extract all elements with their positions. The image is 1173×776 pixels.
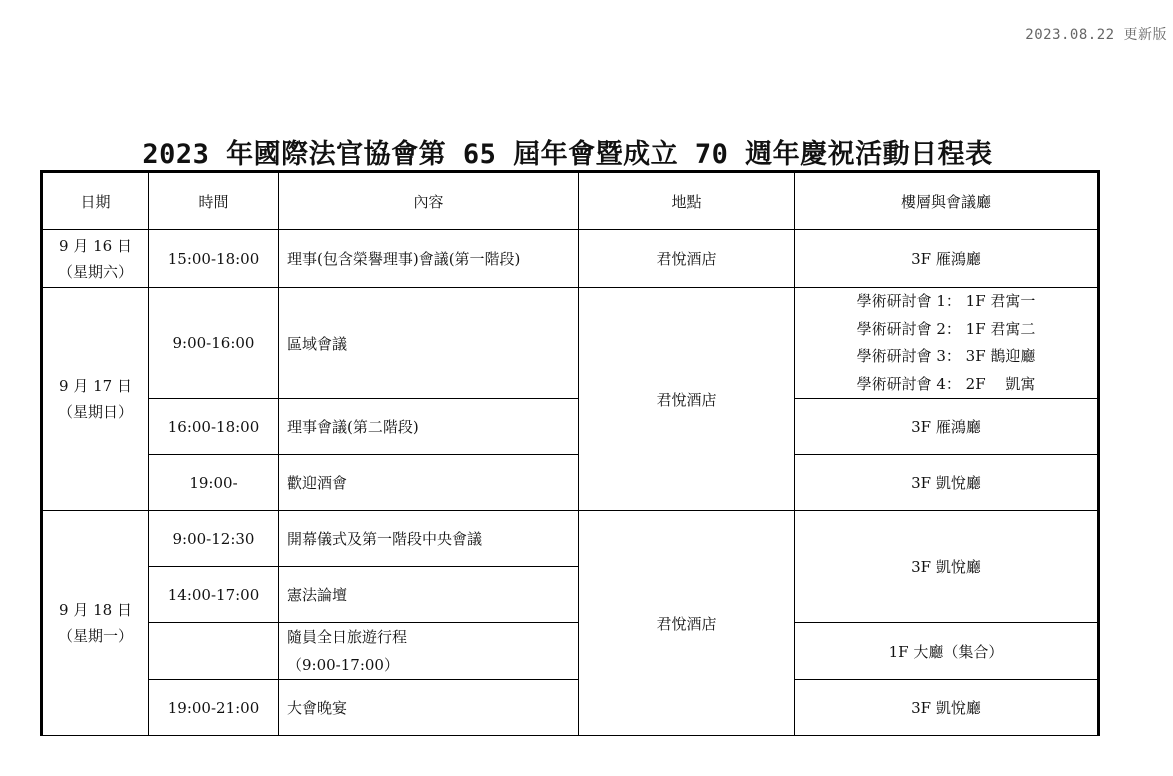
floor-cell-merged: 3F 凱悅廳: [795, 511, 1099, 623]
floor-cell: 3F 雁鴻廳: [795, 230, 1099, 288]
venue-cell: 君悅酒店: [579, 511, 795, 736]
time-cell: 15:00-18:00: [149, 230, 279, 288]
content-cell: 區域會議: [279, 288, 579, 399]
date-cell-day3: [42, 511, 149, 736]
content-cell: 理事會議(第二階段): [279, 399, 579, 455]
schedule-table: [40, 170, 1100, 736]
time-cell: 9:00-16:00: [149, 288, 279, 399]
table-row: [42, 511, 1099, 567]
table-row: [42, 455, 1099, 511]
content-sub: （9:00-17:00）: [287, 656, 399, 674]
header-row: [42, 172, 1099, 230]
time-cell: 14:00-17:00: [149, 567, 279, 623]
time-cell-empty: [149, 623, 279, 680]
table-row: [42, 230, 1099, 288]
content-cell: 開幕儀式及第一階段中央會議: [279, 511, 579, 567]
date-label: 9 月 16 日: [59, 236, 132, 255]
content-cell: 理事(包含榮譽理事)會議(第一階段): [279, 230, 579, 288]
header-content: 內容: [279, 172, 579, 230]
version-note: 2023.08.22 更新版: [1025, 27, 1167, 43]
table-row: [42, 399, 1099, 455]
content-main: 隨員全日旅遊行程: [287, 628, 408, 646]
time-cell: 16:00-18:00: [149, 399, 279, 455]
content-cell: 歡迎酒會: [279, 455, 579, 511]
seminar-room-item: 學術研討會 4： 2F 凱寓: [856, 374, 1036, 393]
seminar-room-list: [857, 288, 1036, 398]
header-floor: 樓層與會議廳: [795, 172, 1099, 230]
table-row: [42, 288, 1099, 399]
header-date: 日期: [42, 172, 149, 230]
date-cell-day2: [42, 288, 149, 511]
table-row: [42, 623, 1099, 680]
date-label: 9 月 17 日: [59, 377, 132, 395]
time-cell: 9:00-12:30: [149, 511, 279, 567]
floor-cell-seminars: [795, 288, 1099, 399]
floor-cell: 3F 凱悅廳: [795, 455, 1099, 511]
time-cell: 19:00-: [149, 455, 279, 511]
page-title: 2023 年國際法官協會第 65 屆年會暨成立 70 週年慶祝活動日程表: [142, 139, 993, 170]
header-venue: 地點: [579, 172, 795, 230]
floor-cell: 3F 凱悅廳: [795, 680, 1099, 736]
weekday-label: （星期日）: [57, 403, 133, 421]
time-cell: 19:00-21:00: [149, 680, 279, 736]
seminar-room-item: 學術研討會 1： 1F 君寓一: [856, 292, 1036, 310]
content-cell: [279, 623, 579, 680]
weekday-label: （星期六）: [57, 262, 133, 281]
date-cell-day1: [42, 230, 149, 288]
header-time: 時間: [149, 172, 279, 230]
venue-cell: 君悅酒店: [579, 230, 795, 288]
content-cell: 大會晚宴: [279, 680, 579, 736]
floor-cell: 3F 雁鴻廳: [795, 399, 1099, 455]
venue-cell: 君悅酒店: [579, 288, 795, 511]
table-row: [42, 680, 1099, 736]
seminar-room-item: 學術研討會 3： 3F 鵲迎廳: [856, 347, 1036, 365]
floor-cell: 1F 大廳（集合）: [795, 623, 1099, 680]
weekday-label: （星期一）: [57, 627, 133, 645]
seminar-room-item: 學術研討會 2： 1F 君寓二: [856, 319, 1036, 338]
content-cell: 憲法論壇: [279, 567, 579, 623]
date-label: 9 月 18 日: [59, 601, 132, 619]
